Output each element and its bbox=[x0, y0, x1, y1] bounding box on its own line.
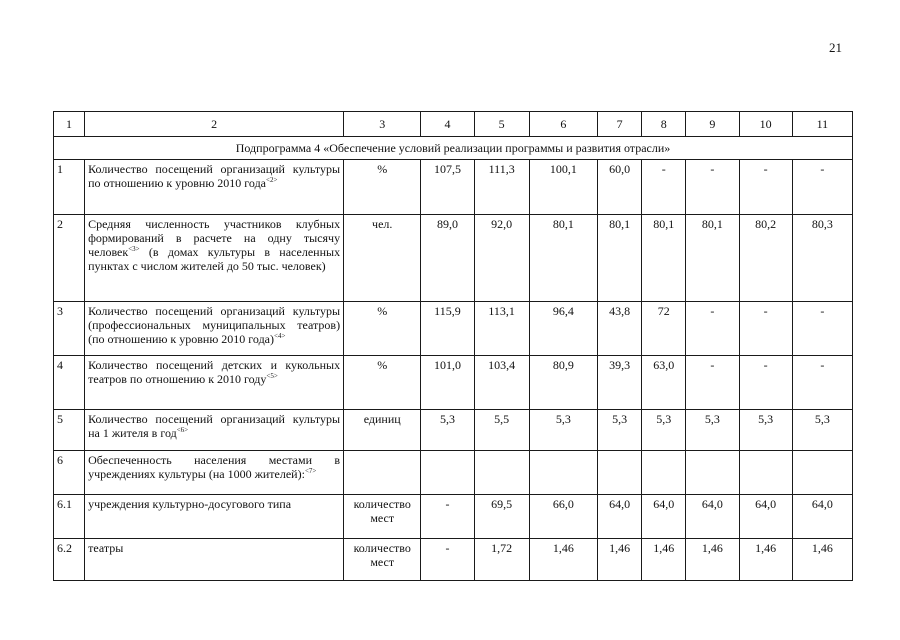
column-number-1: 1 bbox=[54, 112, 85, 137]
footnote-marker: <5> bbox=[266, 372, 278, 380]
value-cell: 69,5 bbox=[474, 495, 529, 539]
indicator-name-cell bbox=[85, 410, 344, 451]
row-number: 4 bbox=[54, 356, 85, 410]
indicator-name-cell bbox=[85, 451, 344, 495]
value-cell: 64,0 bbox=[686, 495, 739, 539]
column-number-5: 5 bbox=[474, 112, 529, 137]
table-row bbox=[54, 451, 853, 495]
footnote-marker: <3> bbox=[128, 245, 140, 253]
table-row bbox=[54, 302, 853, 356]
unit-cell: чел. bbox=[344, 215, 421, 302]
column-number-row bbox=[54, 112, 853, 137]
row-number: 6.1 bbox=[54, 495, 85, 539]
value-cell: 5,3 bbox=[739, 410, 792, 451]
subprogram-title: Подпрограмма 4 «Обеспечение условий реализации программы и развития отрасли» bbox=[54, 137, 853, 160]
value-cell: 63,0 bbox=[642, 356, 686, 410]
indicator-name-cell bbox=[85, 215, 344, 302]
value-cell: 80,2 bbox=[739, 215, 792, 302]
value-cell: - bbox=[642, 160, 686, 215]
indicator-name: Обеспеченность населения местами в учреждениях культуры (на 1000 жителей): bbox=[88, 453, 341, 481]
value-cell: 5,3 bbox=[529, 410, 597, 451]
footnote-marker: <7> bbox=[304, 467, 317, 475]
value-cell: 60,0 bbox=[598, 160, 642, 215]
row-number: 1 bbox=[54, 160, 85, 215]
value-cell bbox=[642, 451, 686, 495]
column-number-10: 10 bbox=[739, 112, 792, 137]
table-row bbox=[54, 495, 853, 539]
indicator-name-cell bbox=[85, 495, 344, 539]
value-cell: 1,46 bbox=[529, 539, 597, 581]
value-cell: 80,1 bbox=[686, 215, 739, 302]
value-cell: 113,1 bbox=[474, 302, 529, 356]
value-cell: 80,9 bbox=[529, 356, 597, 410]
indicator-name: Средняя численность участников клубных формирований в расчете на одну тысячу человек bbox=[88, 217, 341, 259]
value-cell: 80,1 bbox=[642, 215, 686, 302]
value-cell: 1,46 bbox=[686, 539, 739, 581]
value-cell bbox=[529, 451, 597, 495]
unit-cell: количество мест bbox=[344, 495, 421, 539]
value-cell: 5,3 bbox=[642, 410, 686, 451]
value-cell: - bbox=[739, 302, 792, 356]
indicator-name: Количество посещений детских и кукольных театров по отношению к 2010 году bbox=[88, 358, 341, 386]
table-body bbox=[54, 112, 853, 581]
value-cell bbox=[474, 451, 529, 495]
value-cell: - bbox=[739, 356, 792, 410]
indicator-name-continued: (в домах культуры в населенных пунктах с числом жителей до 50 тыс. человек) bbox=[88, 245, 341, 273]
value-cell: 107,5 bbox=[421, 160, 474, 215]
indicator-name: Количество посещений организаций культуры по отношению к уровню 2010 года bbox=[88, 162, 341, 190]
value-cell bbox=[739, 451, 792, 495]
value-cell: 100,1 bbox=[529, 160, 597, 215]
value-cell: 1,46 bbox=[739, 539, 792, 581]
row-number: 2 bbox=[54, 215, 85, 302]
value-cell: 72 bbox=[642, 302, 686, 356]
table-row bbox=[54, 539, 853, 581]
indicator-name: Количество посещений организаций культуры (профессиональных муниципальных театров) (по отношению к уровню 2010 года) bbox=[88, 304, 341, 346]
value-cell: - bbox=[739, 160, 792, 215]
value-cell: - bbox=[686, 302, 739, 356]
column-number-8: 8 bbox=[642, 112, 686, 137]
indicators-table bbox=[53, 111, 853, 581]
value-cell: 5,3 bbox=[598, 410, 642, 451]
value-cell: 115,9 bbox=[421, 302, 474, 356]
value-cell bbox=[421, 451, 474, 495]
value-cell: 39,3 bbox=[598, 356, 642, 410]
indicator-name-cell bbox=[85, 160, 344, 215]
value-cell: 5,3 bbox=[421, 410, 474, 451]
column-number-2: 2 bbox=[85, 112, 344, 137]
indicator-name: театры bbox=[88, 541, 124, 555]
value-cell bbox=[792, 451, 852, 495]
value-cell: 1,46 bbox=[642, 539, 686, 581]
unit-cell: единиц bbox=[344, 410, 421, 451]
value-cell: 92,0 bbox=[474, 215, 529, 302]
value-cell: 43,8 bbox=[598, 302, 642, 356]
footnote-marker: <6> bbox=[176, 426, 189, 434]
indicator-name-cell bbox=[85, 302, 344, 356]
value-cell bbox=[598, 451, 642, 495]
value-cell: 80,1 bbox=[529, 215, 597, 302]
value-cell: 5,5 bbox=[474, 410, 529, 451]
column-number-7: 7 bbox=[598, 112, 642, 137]
value-cell: 1,46 bbox=[598, 539, 642, 581]
table-row bbox=[54, 410, 853, 451]
value-cell: 64,0 bbox=[792, 495, 852, 539]
value-cell: 111,3 bbox=[474, 160, 529, 215]
table-row bbox=[54, 215, 853, 302]
value-cell: - bbox=[421, 495, 474, 539]
value-cell: - bbox=[686, 160, 739, 215]
value-cell: 96,4 bbox=[529, 302, 597, 356]
column-number-6: 6 bbox=[529, 112, 597, 137]
indicator-name: учреждения культурно-досугового типа bbox=[88, 497, 292, 511]
value-cell: 66,0 bbox=[529, 495, 597, 539]
unit-cell: количество мест bbox=[344, 539, 421, 581]
value-cell: 64,0 bbox=[739, 495, 792, 539]
value-cell: 64,0 bbox=[598, 495, 642, 539]
column-number-11: 11 bbox=[792, 112, 852, 137]
column-number-9: 9 bbox=[686, 112, 739, 137]
table-row bbox=[54, 160, 853, 215]
value-cell: 1,46 bbox=[792, 539, 852, 581]
row-number: 5 bbox=[54, 410, 85, 451]
value-cell: 1,72 bbox=[474, 539, 529, 581]
value-cell: - bbox=[792, 302, 852, 356]
value-cell: 80,1 bbox=[598, 215, 642, 302]
unit-cell: % bbox=[344, 356, 421, 410]
unit-cell: % bbox=[344, 302, 421, 356]
value-cell: - bbox=[792, 160, 852, 215]
footnote-marker: <4> bbox=[274, 332, 286, 340]
column-number-4: 4 bbox=[421, 112, 474, 137]
value-cell: - bbox=[686, 356, 739, 410]
row-number: 3 bbox=[54, 302, 85, 356]
value-cell: 64,0 bbox=[642, 495, 686, 539]
table-row bbox=[54, 356, 853, 410]
row-number: 6.2 bbox=[54, 539, 85, 581]
indicator-name: Количество посещений организаций культуры на 1 жителя в год bbox=[88, 412, 341, 440]
indicator-name-cell bbox=[85, 356, 344, 410]
value-cell: 80,3 bbox=[792, 215, 852, 302]
indicator-name-cell bbox=[85, 539, 344, 581]
row-number: 6 bbox=[54, 451, 85, 495]
subprogram-row bbox=[54, 137, 853, 160]
value-cell: 89,0 bbox=[421, 215, 474, 302]
footnote-marker: <2> bbox=[266, 176, 278, 184]
unit-cell: % bbox=[344, 160, 421, 215]
value-cell: 103,4 bbox=[474, 356, 529, 410]
column-number-3: 3 bbox=[344, 112, 421, 137]
value-cell: 5,3 bbox=[792, 410, 852, 451]
value-cell: - bbox=[792, 356, 852, 410]
value-cell: - bbox=[421, 539, 474, 581]
value-cell: 101,0 bbox=[421, 356, 474, 410]
page-number: 21 bbox=[829, 40, 842, 55]
unit-cell bbox=[344, 451, 421, 495]
value-cell: 5,3 bbox=[686, 410, 739, 451]
value-cell bbox=[686, 451, 739, 495]
